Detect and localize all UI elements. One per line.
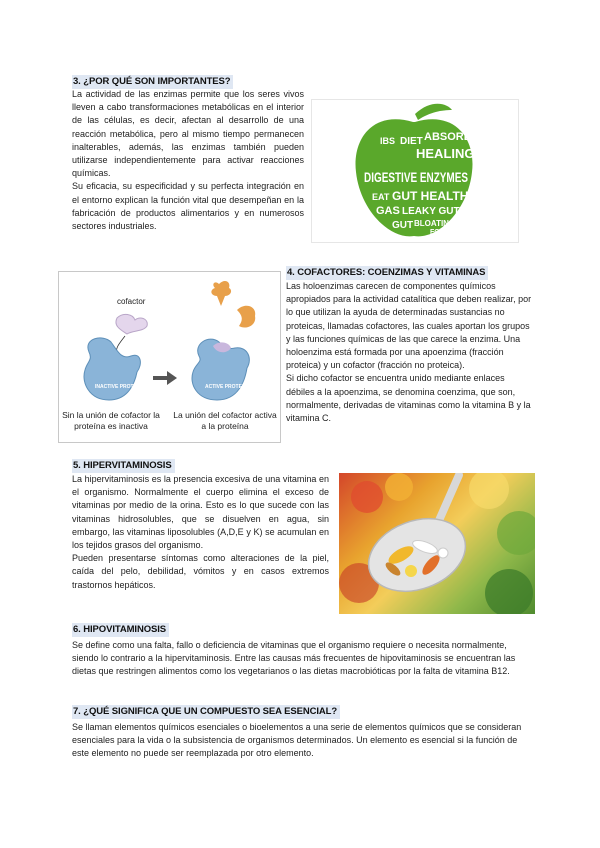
pill-tablet — [438, 548, 448, 558]
cofactor-label: cofactor — [117, 297, 146, 306]
fruit-blob — [497, 511, 535, 555]
section-4-paragraph-2: Si dicho cofactor se encuentra unido mediante enlaces débiles a la apoenzima, se denomina coenzima, que son, normalmente, derivadas de vitaminas como la vitamina B y la vitamina C. — [286, 373, 531, 424]
active-protein-label: ACTIVE PROTEIN — [205, 384, 247, 390]
section-3-heading: 3. ¿POR QUÉ SON IMPORTANTES? — [72, 75, 233, 89]
fruit-blob — [351, 481, 383, 513]
apple-word-ibs: IBS — [380, 136, 396, 146]
section-3-paragraph-2: Su eficacia, su especificidad y su perfecta integración en el entorno explican la función vital que desempeñan en la fabricación de productos alimentarios y en numerosos sectores industriales. — [72, 181, 304, 232]
apple-word-gas: GAS — [376, 205, 400, 217]
section-5-heading: 5. HIPERVITAMINOSIS — [72, 459, 175, 473]
apple-word-eat: EAT — [372, 192, 390, 202]
section-6-text — [72, 639, 534, 679]
section-3-text — [72, 88, 304, 233]
apple-word-digestive-enzymes: DIGESTIVE ENZYMES — [364, 169, 468, 185]
apple-word-absorb: ABSORB — [424, 131, 472, 143]
vitamin-pills-svg — [339, 473, 535, 614]
section-7-paragraph-1: Se llaman elementos químicos esenciales o bioelementos a una serie de elementos químicos que se consideran esenciales para la vida o la subsistencia de organismos determinados. Un elemento es esencial si la función de este elemento no puede ser reemplazada por otro elemento. — [72, 722, 522, 759]
section-6-heading: 6. HIPOVITAMINOSIS — [72, 623, 169, 637]
caption-left: Sin la unión de cofactor la proteína es inactiva — [62, 410, 160, 431]
vitamin-pills-photo — [339, 473, 535, 614]
apple-word-gut-health: GUT HEALTH — [392, 189, 469, 203]
apple-word-leaky-gut: LEAKY GUT — [402, 206, 460, 217]
fruit-blob — [485, 569, 533, 614]
section-3-paragraph-1: La actividad de las enzimas permite que los seres vivos lleven a cabo transformaciones metabólicas en el interior de las células, es decir, afectan al desarrollo de una reacción metabólica, pero al mismo tiempo permanecen inalterables, además, las enzimas también pueden utilizarse independientemente para activar reacciones químicas. — [72, 89, 304, 179]
section-4-text — [286, 280, 534, 425]
section-4-heading: 4. COFACTORES: COENZIMAS Y VITAMINAS — [286, 266, 488, 280]
pill-tablet — [405, 565, 417, 577]
activation-arrow-icon — [153, 371, 177, 385]
inactive-protein-shape — [84, 338, 140, 400]
cofactor-fragment-1 — [211, 281, 231, 306]
cofactor-diagram-image — [58, 271, 281, 443]
spoon-handle — [437, 475, 459, 525]
apple-wordcloud-svg — [312, 100, 518, 242]
apple-leaf-icon — [415, 104, 452, 120]
section-4-paragraph-1: Las holoenzimas carecen de componentes químicos apropiados para la actividad catalítica que deben realizar, por lo que utilizan la ayuda de determinadas sustancias no proteicas, llamadas cofactores, las cuales aportan los grupos y las funciones químicas de las que carece la enzima. Una holoenzima está formada por una apoenzima (fracción proteica) y un cofactor (fracción no proteica). — [286, 281, 532, 371]
apple-word-diet: DIET — [400, 136, 423, 147]
fruit-blob — [385, 473, 413, 501]
section-5-text — [72, 473, 329, 592]
apple-word-healing: HEALING — [416, 146, 475, 161]
section-7-text — [72, 721, 534, 761]
apple-word-gut: GUT — [392, 220, 414, 231]
caption-right: La unión del cofactor activa a la proteína — [173, 410, 277, 431]
cofactor-shape — [116, 314, 147, 334]
apple-word-food: FOOD — [430, 229, 451, 236]
section-6-paragraph-1: Se define como una falta, fallo o deficiencia de vitaminas que el organismo requiere o necesita normalmente, siendo lo contrario a la hipervitaminosis. Entre las causas más frecuentes de hipovitaminosis se encuentran las dietas que restringen alimentos como los vegetarianos o las dietas macrobióticas por la falta de vitamina B12. — [72, 640, 516, 677]
section-7-heading: 7. ¿QUÉ SIGNIFICA QUE UN COMPUESTO SEA ESENCIAL? — [72, 705, 340, 719]
section-5-paragraph-2: Pueden presentarse síntomas como alteraciones de la piel, caída del pelo, debilidad, vómitos y en casos extremos trastornos hepáticos. — [72, 553, 329, 590]
fruit-blob — [469, 473, 509, 509]
inactive-protein-label: INACTIVE PROTEIN — [95, 384, 142, 390]
apple-word-bloating: BLOATING — [414, 219, 456, 228]
cofactor-fragment-2 — [237, 306, 255, 328]
section-5-paragraph-1: La hipervitaminosis es la presencia excesiva de una vitamina en el organismo. Normalmente el cuerpo elimina el exceso de vitaminas por medio de la orina. Esto es lo que sucede con las vitaminas hidrosolubles, que se disuelven en agua, sin embargo, las vitaminas liposolubles (A,D,E y K) se acumulan en los tejidos grasos del organismo. — [72, 474, 329, 551]
apple-wordcloud-image — [311, 99, 519, 243]
